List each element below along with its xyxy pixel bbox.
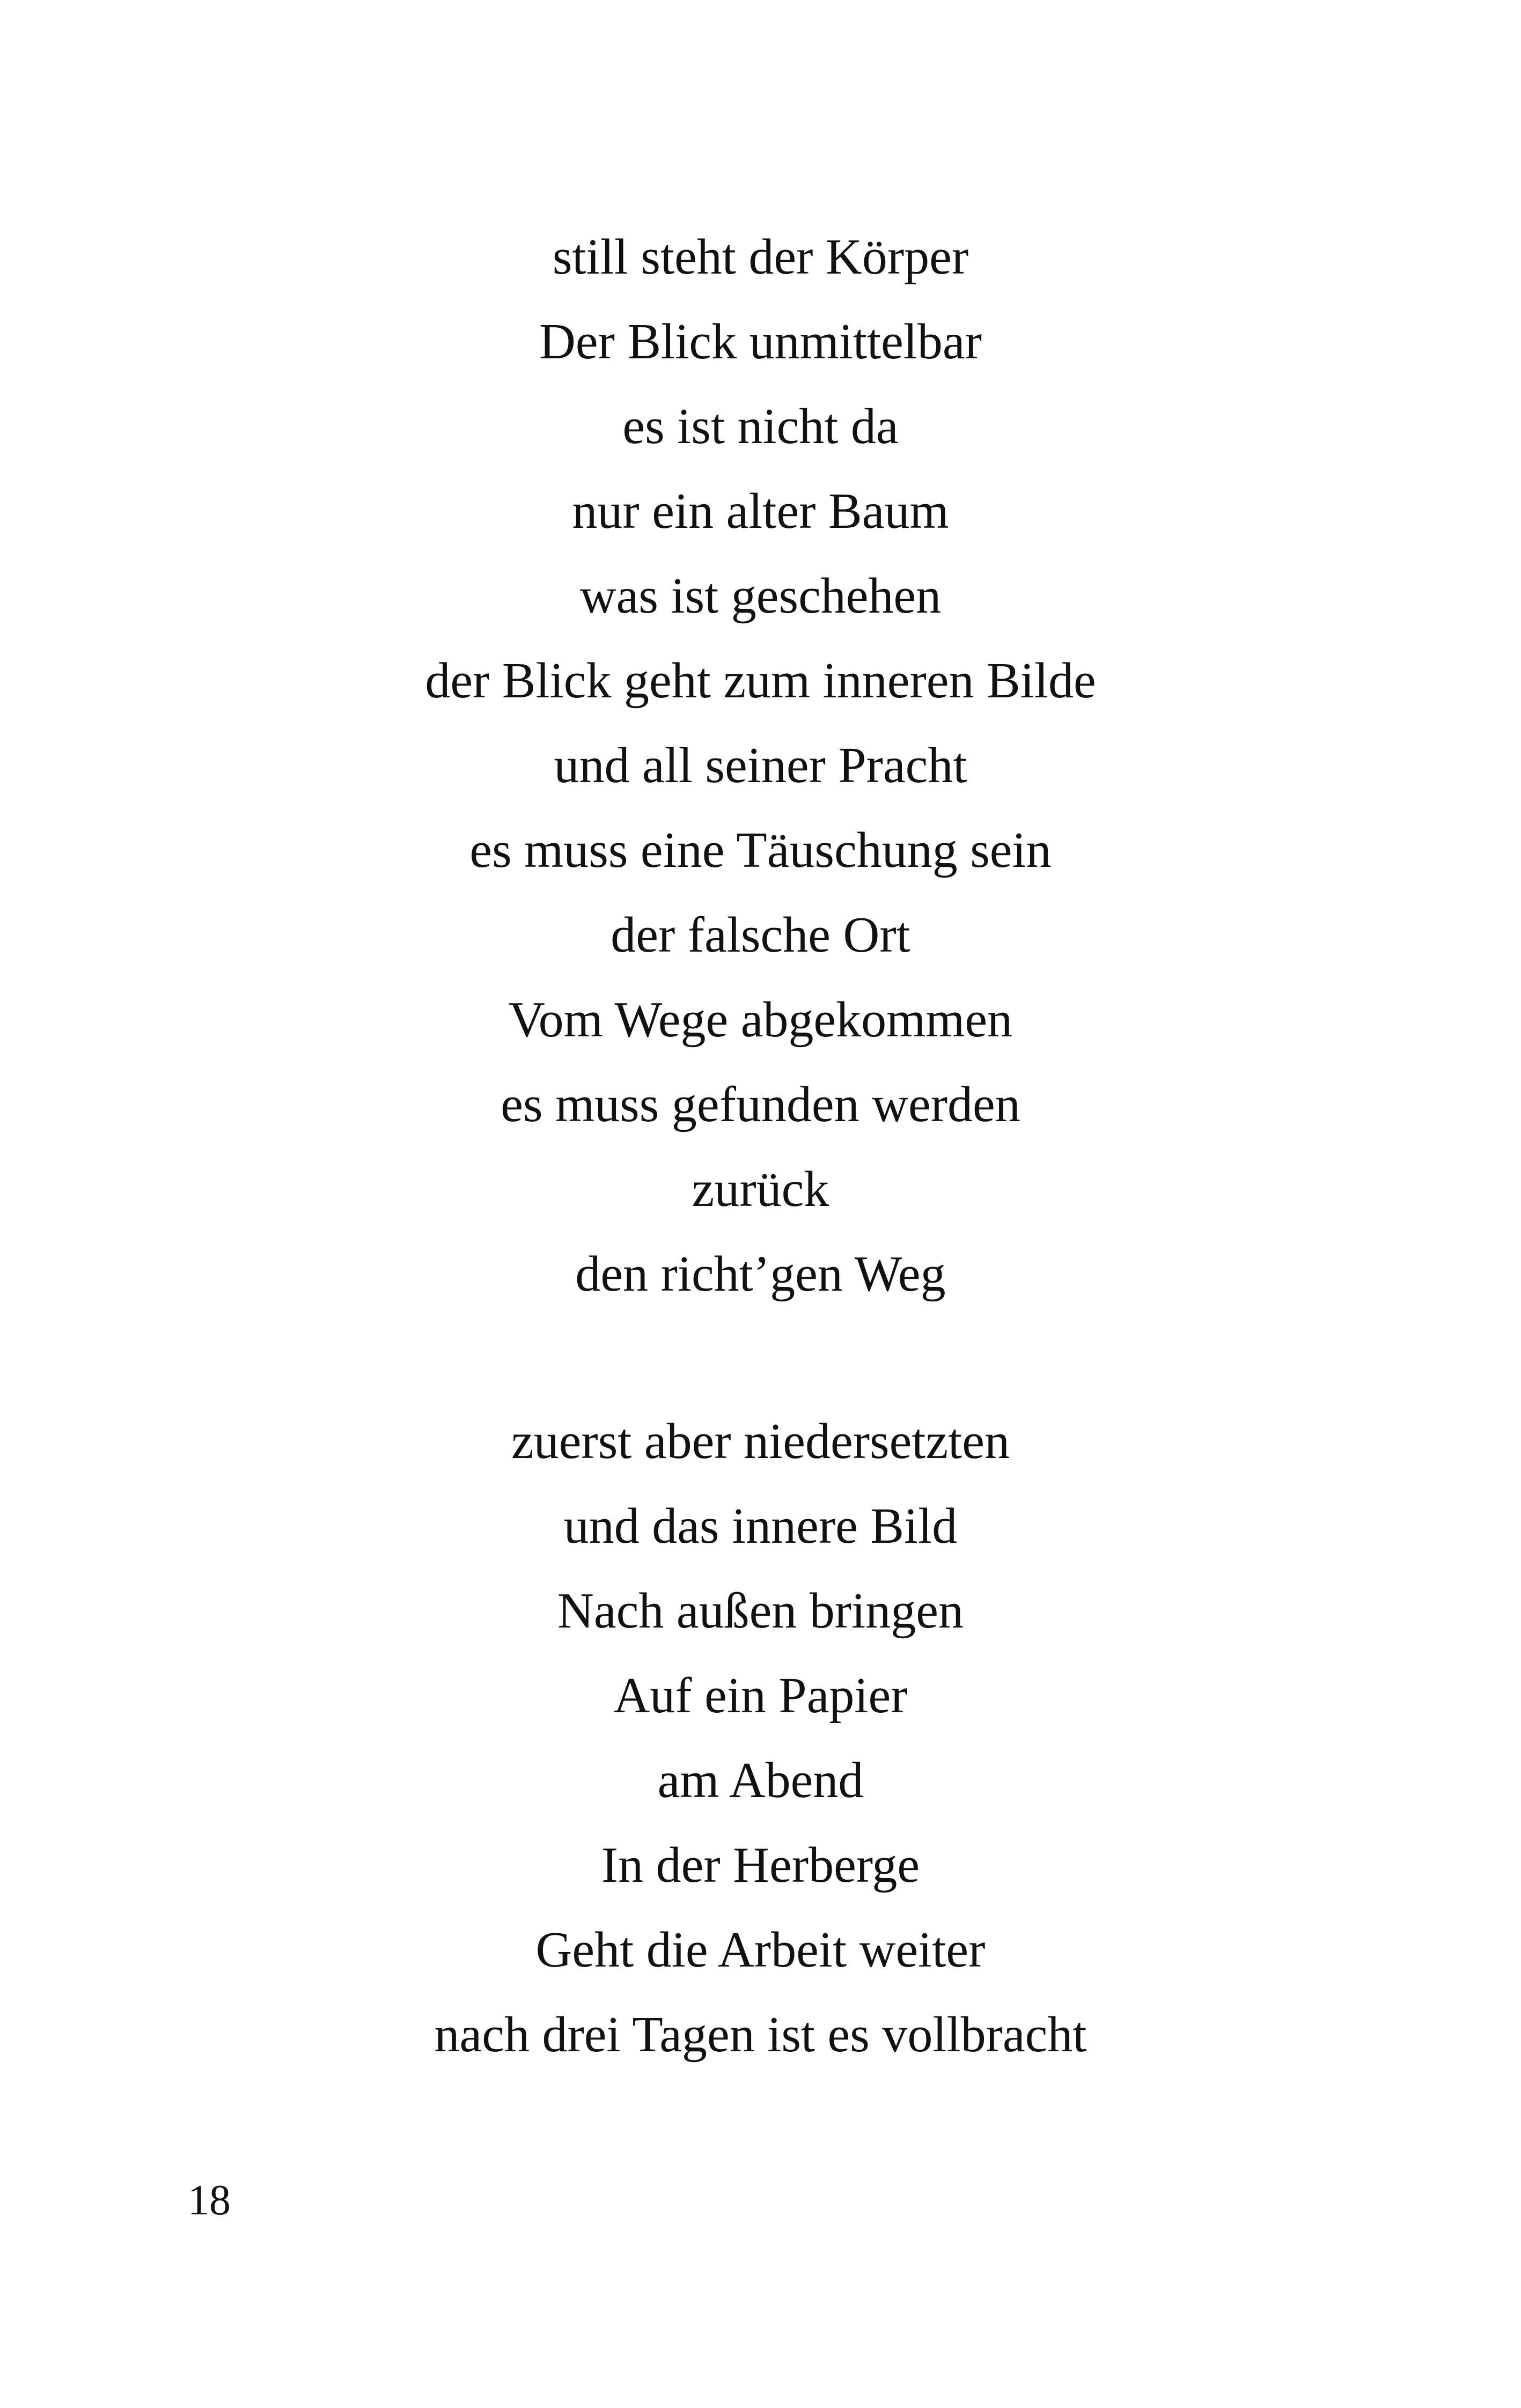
poem-line: es muss eine Täuschung sein bbox=[469, 822, 1052, 878]
poem-line: still steht der Körper bbox=[552, 229, 969, 285]
poem-line: Nach außen bringen bbox=[557, 1583, 964, 1639]
poem-line: zuerst aber niedersetzten bbox=[511, 1413, 1010, 1469]
poem-line: was ist geschehen bbox=[579, 568, 942, 624]
poem-line: Geht die Arbeit weiter bbox=[535, 1922, 986, 1978]
poem-line: der falsche Ort bbox=[611, 907, 910, 963]
poem-line: nach drei Tagen ist es vollbracht bbox=[434, 2007, 1087, 2063]
poem-stanza-2 bbox=[0, 1399, 1521, 2077]
poem-line: In der Herberge bbox=[601, 1837, 920, 1893]
poem-line: es ist nicht da bbox=[622, 399, 899, 454]
poem-line: und das innere Bild bbox=[563, 1498, 958, 1554]
poem-stanza-1 bbox=[0, 215, 1521, 1316]
poem-line: nur ein alter Baum bbox=[572, 483, 949, 539]
poem-line: Auf ein Papier bbox=[613, 1668, 908, 1724]
poem-line: den richt’gen Weg bbox=[575, 1246, 946, 1302]
poem-line: Vom Wege abgekommen bbox=[508, 992, 1013, 1048]
page-number: 18 bbox=[188, 2177, 231, 2224]
poem-line: Der Blick unmittelbar bbox=[539, 314, 982, 370]
poem-line: zurück bbox=[692, 1161, 829, 1217]
poem-line: und all seiner Pracht bbox=[554, 738, 967, 793]
poem-line: der Blick geht zum inneren Bilde bbox=[425, 653, 1096, 709]
poem-line: am Abend bbox=[657, 1752, 864, 1808]
poem-line: es muss gefunden werden bbox=[501, 1077, 1020, 1132]
